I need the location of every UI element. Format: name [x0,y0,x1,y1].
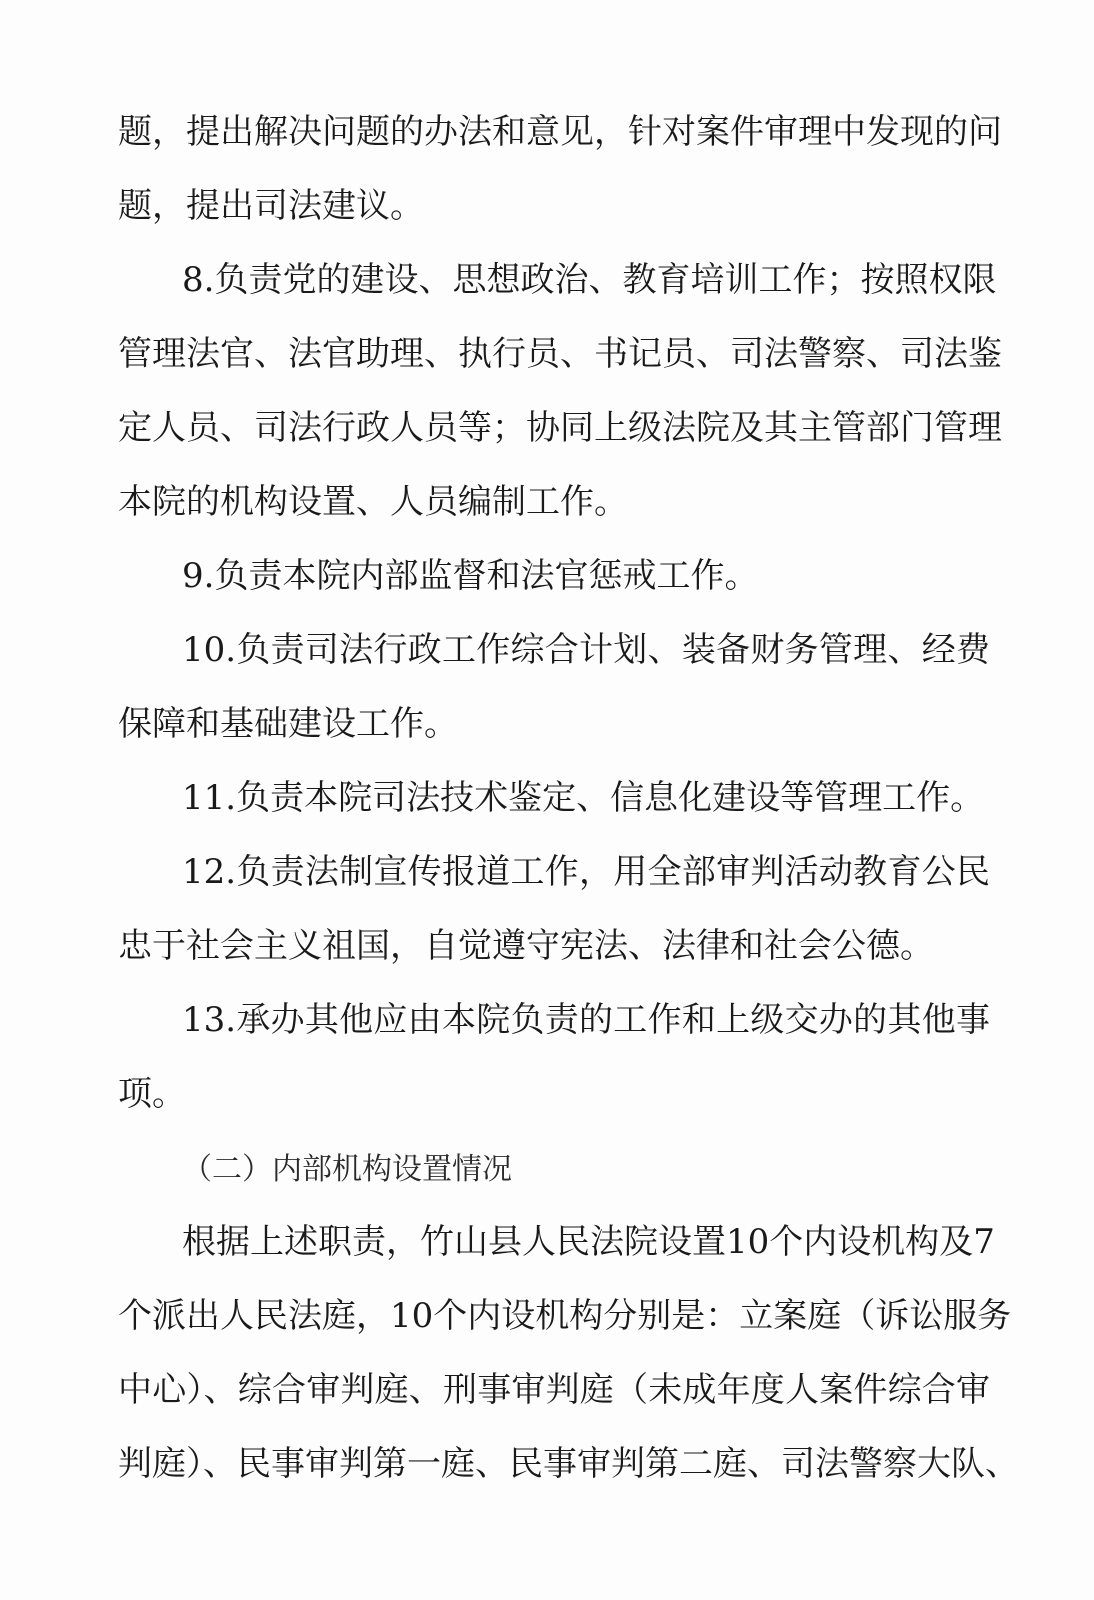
paragraph-line-13: 13.承办其他应由本院负责的工作和上级交办的其他事 [182,1000,990,1040]
paragraph-line-3: 8.负责党的建设、思想政治、教育培训工作；按照权限 [182,260,997,300]
paragraph-line-9: 保障和基础建设工作。 [118,704,458,744]
paragraph-line-5: 定人员、司法行政人员等；协同上级法院及其主管部门管理 [118,408,1002,448]
paragraph-line-11: 12.负责法制宣传报道工作，用全部审判活动教育公民 [182,852,990,892]
paragraph-line-10: 11.负责本院司法技术鉴定、信息化建设等管理工作。 [182,778,985,818]
paragraph-line-1: 题，提出解决问题的办法和意见，针对案件审理中发现的问 [118,112,1002,152]
paragraph-line-12: 忠于社会主义祖国，自觉遵守宪法、法律和社会公德。 [118,926,934,966]
paragraph-line-19: 判庭）、民事审判第一庭、民事审判第二庭、司法警察大队、 [118,1444,1019,1484]
paragraph-line-14: 项。 [118,1074,186,1114]
paragraph-line-8: 10.负责司法行政工作综合计划、装备财务管理、经费 [182,630,990,670]
paragraph-line-18: 中心）、综合审判庭、刑事审判庭（未成年度人案件综合审 [118,1370,990,1410]
paragraph-line-7: 9.负责本院内部监督和法官惩戒工作。 [182,556,759,596]
section-heading: （二）内部机构设置情况 [182,1152,512,1187]
paragraph-line-6: 本院的机构设置、人员编制工作。 [118,482,628,522]
paragraph-line-17: 个派出人民法庭，10个内设机构分别是：立案庭（诉讼服务 [118,1296,1012,1336]
paragraph-line-4: 管理法官、法官助理、执行员、书记员、司法警察、司法鉴 [118,334,1002,374]
paragraph-line-16: 根据上述职责，竹山县人民法院设置10个内设机构及7 [182,1222,995,1262]
paragraph-line-2: 题，提出司法建议。 [118,186,424,226]
